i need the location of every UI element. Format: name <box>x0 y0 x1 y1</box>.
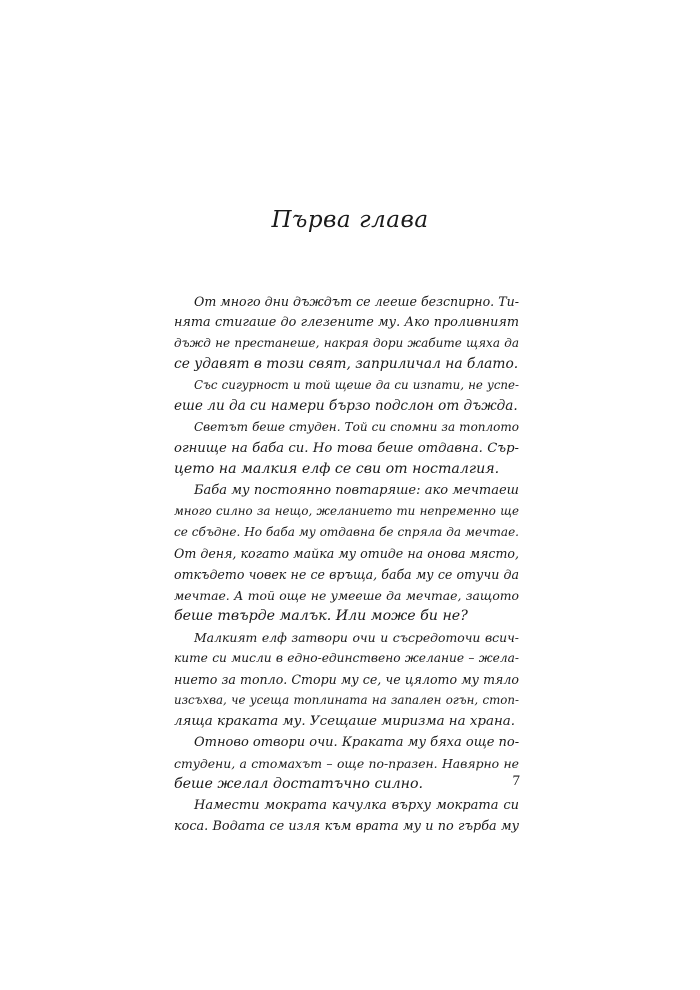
text-line: Баба му постоянно повтаряше: ако мечтаеш <box>194 483 519 498</box>
text-line: огнище на баба си. Но това беше отдавна. Сър- <box>174 441 519 456</box>
text-line: коса. Водата се изля към врата му и по гърба му <box>174 819 519 834</box>
text-line: Малкият елф затвори очи и съсредоточи всич- <box>194 630 519 645</box>
text-line: ляща краката му. Усещаше миризма на храна. <box>174 714 516 729</box>
text-line: много силно за нещо, желанието ти непременно ще <box>174 504 519 518</box>
text-line: мечтае. А той още не умееше да мечтае, защото <box>174 588 519 603</box>
text-line: еше ли да си намери бързо подслон от дъжда. <box>174 398 518 414</box>
text-line: дъжд не престанеше, накрая дори жабите щяха да <box>174 336 519 350</box>
text-line: ките си мисли в едно-единствено желание – жела- <box>174 651 519 665</box>
text-line: нието за топло. Стори му се, че цялото му тяло <box>174 672 519 687</box>
text-line: студени, а стомахът – още по-празен. Навярно не <box>174 756 519 771</box>
text-line: изсъхва, че усеща топлината на запален огън, стоп- <box>174 693 519 707</box>
text-line: беше желал достатъчно силно. <box>174 776 423 792</box>
chapter-title: Първа глава <box>271 207 429 233</box>
page-number: 7 <box>512 773 520 789</box>
text-line: откъдето човек не се връща, баба му се отучи да <box>174 567 519 582</box>
text-line: От деня, когато майка му отиде на онова място, <box>174 546 519 561</box>
body-text <box>174 291 519 837</box>
text-line: Намести мократа качулка върху мократа си <box>194 798 519 813</box>
text-line: се удавят в този свят, заприличал на блато. <box>174 356 519 372</box>
text-line: От много дни дъждът се лееше безспирно. Ти- <box>194 294 519 309</box>
text-line: цето на малкия елф се сви от носталгия. <box>174 461 500 477</box>
text-line: Отново отвори очи. Краката му бяха още по- <box>194 735 520 750</box>
text-line: Светът беше студен. Той си спомни за топлото <box>194 420 519 434</box>
text-line: се сбъдне. Но баба му отдавна бе спряла да мечтае. <box>174 525 519 539</box>
text-line: нята стигаше до глезените му. Ако проливният <box>174 315 519 330</box>
text-line: Със сигурност и той щеше да си изпати, не успе- <box>194 378 519 392</box>
text-line: беше твърде малък. Или може би не? <box>174 608 468 624</box>
